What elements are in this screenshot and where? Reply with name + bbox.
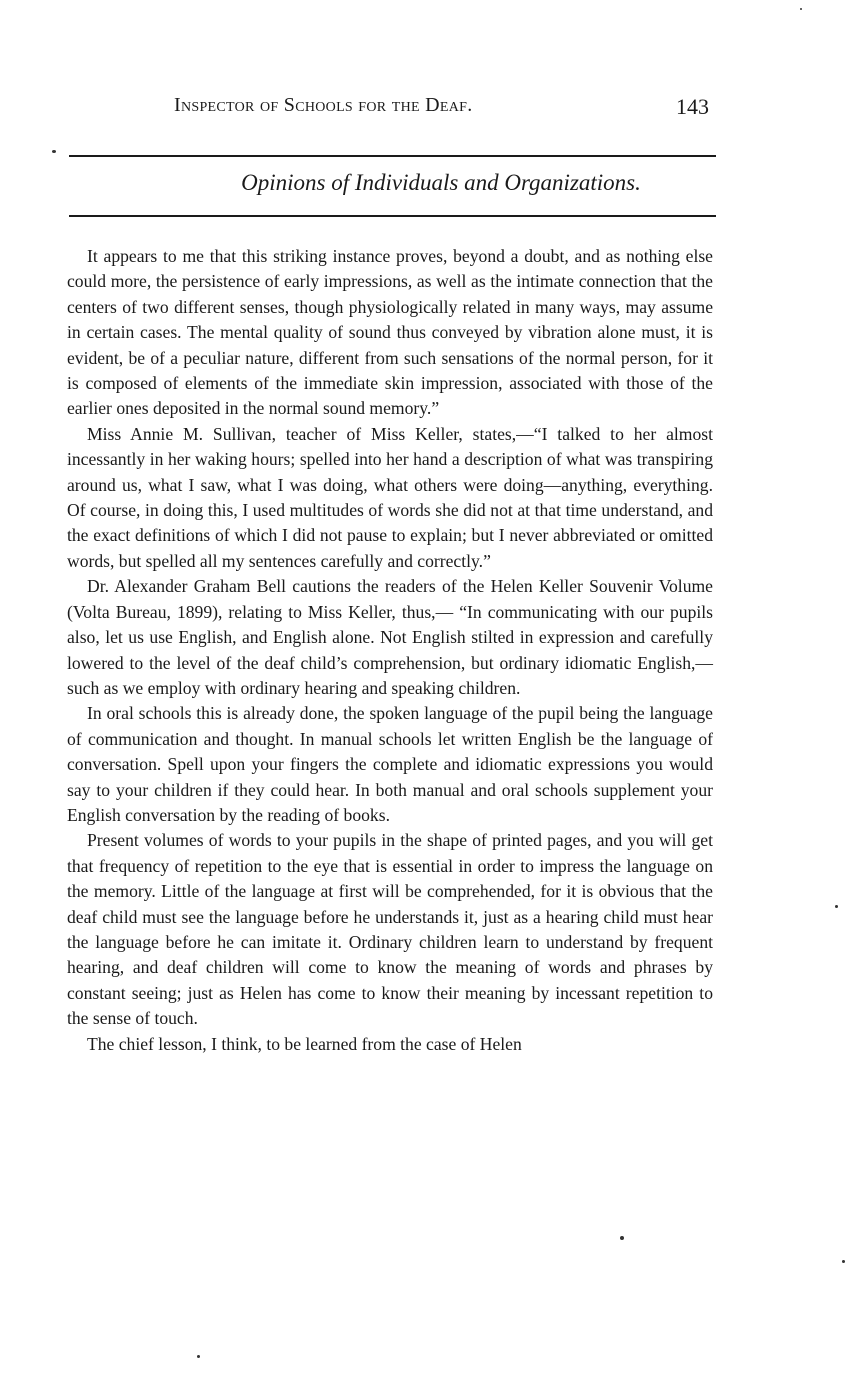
scan-speck — [52, 150, 56, 153]
paragraph: Miss Annie M. Sullivan, teacher of Miss Keller, states,—“I talked to her almost incessantly in her waking hours; spelled into her hand a description of what was transpiring around us, what I saw, what I was doing, what others were doing—anything, everything. Of course, in doing this, I used multitudes of words she did not at that time understand, and the exact definitions of which I did not pause to explain; but I never abbreviated or omitted words, but spelled all my sentences carefully and correctly.” — [67, 423, 713, 571]
running-head: Inspector of Schools for the Deaf. — [174, 94, 473, 116]
paragraph: In oral schools this is already done, the spoken language of the pupil being the language of communication and thought. In manual schools let written English be the language of conversation. Spell upon your fingers the complete and idiomatic expressions you would say to your children if they could hear. In both manual and oral schools supplement your English conversation by the reading of books. — [67, 703, 713, 825]
scan-speck — [197, 1355, 200, 1358]
paragraph: It appears to me that this striking instance proves, beyond a doubt, and as nothing else could more, the persistence of early impressions, as well as the intimate connection that the centers of two different senses, though physiologically related in many ways, may assume in certain cases. The mental quality of sound thus conveyed by vibration alone must, it is evident, be of a peculiar nature, different from such sensations of the normal person, for it is composed of elements of the immediate skin impression, associated with those of the earlier ones deposited in the normal sound memory.” — [67, 246, 713, 419]
paragraph: The chief lesson, I think, to be learned from the case of Helen — [87, 1033, 522, 1054]
body-text — [67, 244, 713, 1057]
top-rule — [69, 155, 716, 157]
section-title-text: Opinions of Individuals and Organizations. — [241, 170, 641, 195]
scan-speck — [835, 905, 838, 908]
page-number: 143 — [676, 94, 709, 119]
bottom-rule — [69, 215, 716, 217]
scan-speck — [800, 8, 802, 10]
section-title — [0, 170, 862, 196]
paragraph: Dr. Alexander Graham Bell cautions the readers of the Helen Keller Souvenir Volume (Volta Bureau, 1899), relating to Miss Keller, thus,— “In communicating with our pupils also, let us use English, and English alone. Not English stilted in expression and carefully lowered to the level of the deaf child’s comprehension, but ordinary idiomatic English,—such as we employ with ordinary hearing and speaking children. — [67, 576, 713, 698]
scan-speck — [842, 1260, 845, 1263]
scan-speck — [620, 1236, 624, 1240]
paragraph: Present volumes of words to your pupils in the shape of printed pages, and you will get that frequency of repetition to the eye that is essential in order to impress the language on the memory. Little of the language at first will be comprehended, for it is obvious that the deaf child must see the language before he understands it, just as a hearing child must hear the language before he can imitate it. Ordinary children learn to understand by frequent hearing, and deaf children will come to know the meaning of words and phrases by constant seeing; just as Helen has come to know their meaning by incessant repetition to the sense of touch. — [67, 830, 713, 1029]
